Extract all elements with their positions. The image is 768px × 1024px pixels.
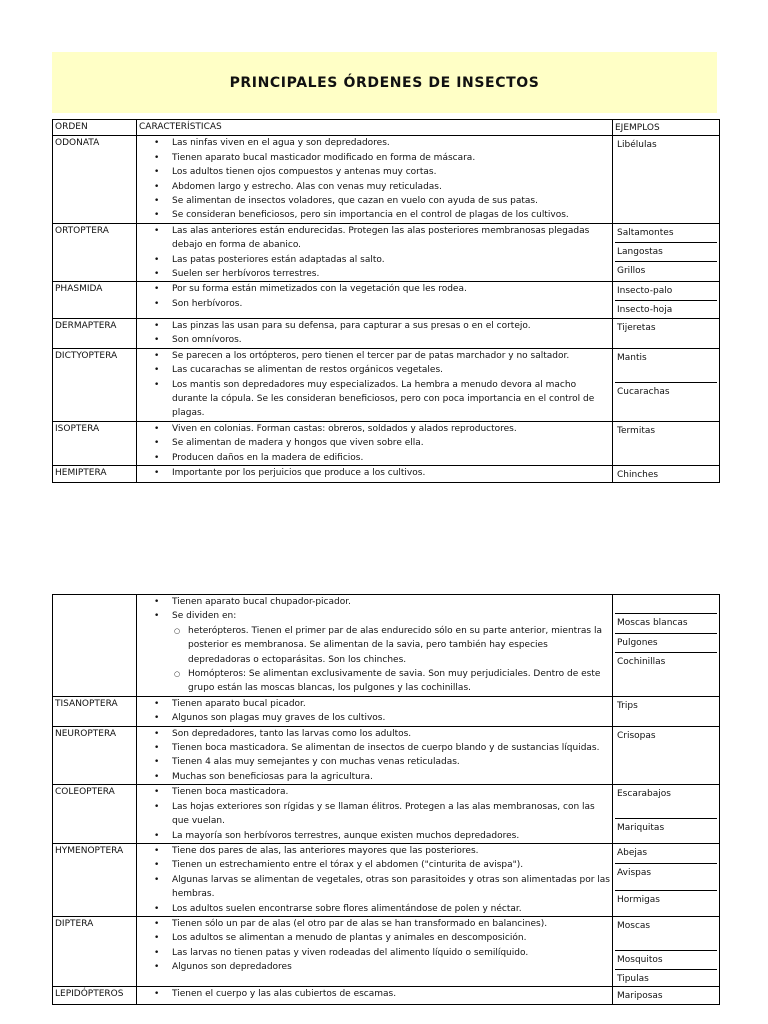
example-item: Abejas	[617, 847, 648, 858]
characteristic-item: • Las larvas no tienen patas y viven rodeadas del alimento líquido o semilíquido.	[172, 946, 610, 960]
characteristic-item: • Las ninfas viven en el agua y son depredadores.	[172, 136, 610, 150]
orden-cell: DICTYOPTERA	[53, 348, 137, 421]
characteristic-item: • Tienen sólo un par de alas (el otro par de alas se han transformado en balancines).	[172, 917, 610, 931]
insect-orders-table-page-2	[52, 594, 720, 1005]
examples-cell	[613, 843, 720, 916]
example-item: Crisopas	[617, 730, 656, 741]
orden-cell: DIPTERA	[53, 916, 137, 986]
table-row-hemiptera	[53, 465, 720, 482]
example-item: Tipulas	[615, 969, 717, 986]
characteristic-item: • Las pinzas las usan para su defensa, para capturar a sus presas o en el cortejo.	[172, 319, 610, 333]
characteristic-item: • Las patas posteriores están adaptadas al salto.	[172, 253, 610, 267]
example-item: Cucarachas	[615, 382, 717, 399]
orden-cell-empty	[53, 595, 137, 697]
characteristic-item: • Tiene dos pares de alas, las anteriores mayores que las posteriores.	[172, 844, 610, 858]
orden-cell: ODONATA	[53, 136, 137, 223]
characteristic-item: • Tienen aparato bucal masticador modificado en forma de máscara.	[172, 151, 610, 165]
orden-cell: COLEOPTERA	[53, 785, 137, 844]
characteristics-list	[139, 136, 610, 222]
characteristics-list	[139, 349, 610, 421]
orden-cell: TISANOPTERA	[53, 696, 137, 726]
characteristics-cell	[137, 348, 613, 421]
characteristic-item: • Algunos son plagas muy graves de los cultivos.	[172, 711, 610, 725]
characteristics-list	[139, 224, 610, 282]
page-1-clip	[0, 0, 768, 487]
characteristic-item: • Viven en colonias. Forman castas: obreros, soldados y alados reproductores.	[172, 422, 610, 436]
table-row-diptera	[53, 916, 720, 986]
orden-cell: HEMIPTERA	[53, 465, 137, 482]
characteristics-cell	[137, 421, 613, 465]
sub-item: ○ heterópteros. Tienen el primer par de alas endurecido sólo en su parte anterior, mientras la posterior es membranosa. Se alimentan de la savia, pero también hay especies depredadoras o ectoparásitas. Son los chinches.	[188, 624, 610, 667]
characteristic-item: • Los adultos se alimentan a menudo de plantas y animales en descomposición.	[172, 931, 610, 945]
characteristic-item	[172, 609, 610, 695]
characteristics-cell	[137, 136, 613, 223]
characteristics-list	[139, 844, 610, 916]
table-row-hymenoptera	[53, 843, 720, 916]
example-item: Mosquitos	[615, 950, 717, 969]
characteristics-list	[139, 917, 610, 975]
characteristic-item: • Se alimentan de insectos voladores, que cazan en vuelo con ayuda de sus patas.	[172, 194, 610, 208]
example-item: Insecto-hoja	[615, 300, 717, 317]
examples-cell	[613, 282, 720, 318]
example-item: Insecto-palo	[617, 286, 673, 297]
characteristic-item: • Abdomen largo y estrecho. Alas con venas muy reticuladas.	[172, 180, 610, 194]
characteristics-cell	[137, 726, 613, 785]
example-empty	[615, 595, 717, 613]
characteristics-list	[139, 987, 610, 1001]
characteristic-text: Se dividen en:	[172, 611, 237, 622]
characteristics-list	[139, 727, 610, 785]
characteristics-cell	[137, 318, 613, 348]
orden-cell: LEPIDÓPTEROS	[53, 987, 137, 1004]
characteristics-list	[139, 422, 610, 465]
examples-cell	[613, 987, 720, 1004]
orden-cell: HYMENOPTERA	[53, 843, 137, 916]
characteristic-item: • Tienen aparato bucal chupador-picador.	[172, 595, 610, 609]
characteristic-item: • Tienen 4 alas muy semejantes y con muchas venas reticuladas.	[172, 755, 610, 769]
orden-cell: DERMAPTERA	[53, 318, 137, 348]
examples-cell	[613, 318, 720, 348]
example-item: Moscas blancas	[615, 613, 717, 633]
header-orden: ORDEN	[53, 120, 137, 136]
example-item: Avispas	[615, 863, 717, 890]
example-item: Tijeretas	[617, 322, 656, 333]
examples-cell	[613, 595, 720, 697]
characteristics-cell	[137, 916, 613, 986]
characteristics-list	[139, 697, 610, 726]
characteristic-item: • Suelen ser herbívoros terrestres.	[172, 267, 610, 281]
characteristic-item: • La mayoría son herbívoros terrestres, aunque existen muchos depredadores.	[172, 829, 610, 843]
insect-orders-table-page-1	[52, 119, 720, 483]
examples-cell	[613, 916, 720, 986]
characteristic-item: • Son omnívoros.	[172, 333, 610, 347]
header-row	[53, 120, 720, 136]
header-caracteristicas: CARACTERÍSTICAS	[137, 120, 613, 136]
example-item: Mantis	[617, 352, 647, 363]
characteristic-item: • Son herbívoros.	[172, 297, 610, 311]
characteristics-cell	[137, 595, 613, 697]
characteristic-item: • Las alas anteriores están endurecidas. Protegen las alas posteriores membranosas plegadas debajo en forma de abanico.	[172, 224, 610, 253]
examples-cell	[613, 136, 720, 223]
characteristic-item: • Tienen boca masticadora. Se alimentan de insectos de cuerpo blando y de sustancias líquidas.	[172, 741, 610, 755]
characteristic-item: • Las hojas exteriores son rígidas y se llaman élitros. Protegen a las alas membranosas, con las que vuelan.	[172, 800, 610, 829]
characteristics-list	[139, 466, 610, 480]
characteristics-list	[139, 282, 610, 311]
sub-list	[172, 624, 610, 696]
example-item: Mariquitas	[615, 818, 717, 835]
orden-cell: ORTOPTERA	[53, 223, 137, 282]
characteristic-item: • Tienen boca masticadora.	[172, 785, 610, 799]
example-item: Trips	[617, 700, 638, 711]
example-item: Grillos	[615, 261, 717, 278]
characteristic-item: • Tienen el cuerpo y las alas cubiertos de escamas.	[172, 987, 610, 1001]
orden-cell: NEUROPTERA	[53, 726, 137, 785]
example-item: Mariposas	[617, 991, 663, 1002]
characteristic-item: • Tienen un estrechamiento entre el tórax y el abdomen ("cinturita de avispa").	[172, 858, 610, 872]
characteristics-list	[139, 785, 610, 843]
examples-cell	[613, 223, 720, 282]
table-row-dermaptera	[53, 318, 720, 348]
characteristic-item: • Se consideran beneficiosos, pero sin importancia en el control de plagas de los cultivos.	[172, 208, 610, 222]
table-row-neuroptera	[53, 726, 720, 785]
characteristic-item: • Algunas larvas se alimentan de vegetales, otras son parasitoides y otras son alimentadas por las hembras.	[172, 873, 610, 902]
example-item: Langostas	[615, 242, 717, 261]
table-row-hemiptera-cont	[53, 595, 720, 697]
characteristics-list	[139, 595, 610, 696]
characteristic-item: • Muchas son beneficiosas para la agricultura.	[172, 770, 610, 784]
sub-item: ○ Homópteros: Se alimentan exclusivamente de savia. Son muy perjudiciales. Dentro de este grupo están las moscas blancas, los pulgones y las cochinillas.	[188, 667, 610, 696]
table-row-tisanoptera	[53, 696, 720, 726]
characteristics-cell	[137, 843, 613, 916]
examples-cell	[613, 726, 720, 785]
examples-cell	[613, 696, 720, 726]
characteristic-item: • Se alimentan de madera y hongos que viven sobre ella.	[172, 436, 610, 450]
table-row-phasmida	[53, 282, 720, 318]
example-item: Chinches	[617, 469, 659, 480]
page-title: PRINCIPALES ÓRDENES DE INSECTOS	[229, 74, 540, 91]
example-item: Saltamontes	[617, 227, 674, 238]
characteristic-item: • Importante por los perjuicios que produce a los cultivos.	[172, 466, 610, 480]
characteristic-item: • Son depredadores, tanto las larvas como los adultos.	[172, 727, 610, 741]
characteristic-item: • Algunos son depredadores	[172, 960, 610, 974]
orden-cell: ISOPTERA	[53, 421, 137, 465]
characteristics-cell	[137, 282, 613, 318]
examples-cell	[613, 465, 720, 482]
table-row-dictyoptera	[53, 348, 720, 421]
characteristic-item: • Las cucarachas se alimentan de restos orgánicos vegetales.	[172, 363, 610, 377]
example-item: Moscas	[617, 920, 651, 931]
characteristics-list	[139, 319, 610, 348]
characteristic-item: • Se parecen a los ortópteros, pero tienen el tercer par de patas marchador y no saltador.	[172, 349, 610, 363]
characteristics-cell	[137, 987, 613, 1004]
example-item: Cochinillas	[615, 652, 717, 669]
examples-cell	[613, 785, 720, 844]
table-row-lepidopteros	[53, 987, 720, 1004]
orden-cell: PHASMIDA	[53, 282, 137, 318]
example-item: Escarabajos	[617, 789, 671, 800]
example-item: Termitas	[617, 425, 656, 436]
example-item: Hormigas	[615, 890, 717, 907]
examples-cell	[613, 348, 720, 421]
characteristics-cell	[137, 785, 613, 844]
table-row-isoptera	[53, 421, 720, 465]
characteristic-item: • Por su forma están mimetizados con la vegetación que les rodea.	[172, 282, 610, 296]
characteristic-item: • Los mantis son depredadores muy especializados. La hembra a menudo devora al macho durante la cópula. Se les consideran beneficiosos, pero con poca importancia en el control de plagas.	[172, 378, 610, 421]
table-row-odonata	[53, 136, 720, 223]
example-item: Libélulas	[617, 140, 657, 151]
characteristic-item: • Los adultos tienen ojos compuestos y antenas muy cortas.	[172, 165, 610, 179]
table-row-coleoptera	[53, 785, 720, 844]
characteristic-item: • Producen daños en la madera de edificios.	[172, 451, 610, 465]
characteristics-cell	[137, 223, 613, 282]
characteristic-item: • Los adultos suelen encontrarse sobre flores alimentándose de polen y néctar.	[172, 902, 610, 916]
characteristics-cell	[137, 696, 613, 726]
characteristics-cell	[137, 465, 613, 482]
example-item: Pulgones	[615, 633, 717, 652]
characteristic-item: • Tienen aparato bucal picador.	[172, 697, 610, 711]
table-row-ortoptera	[53, 223, 720, 282]
header-ejemplos: EJEMPLOS	[613, 120, 720, 136]
examples-cell	[613, 421, 720, 465]
